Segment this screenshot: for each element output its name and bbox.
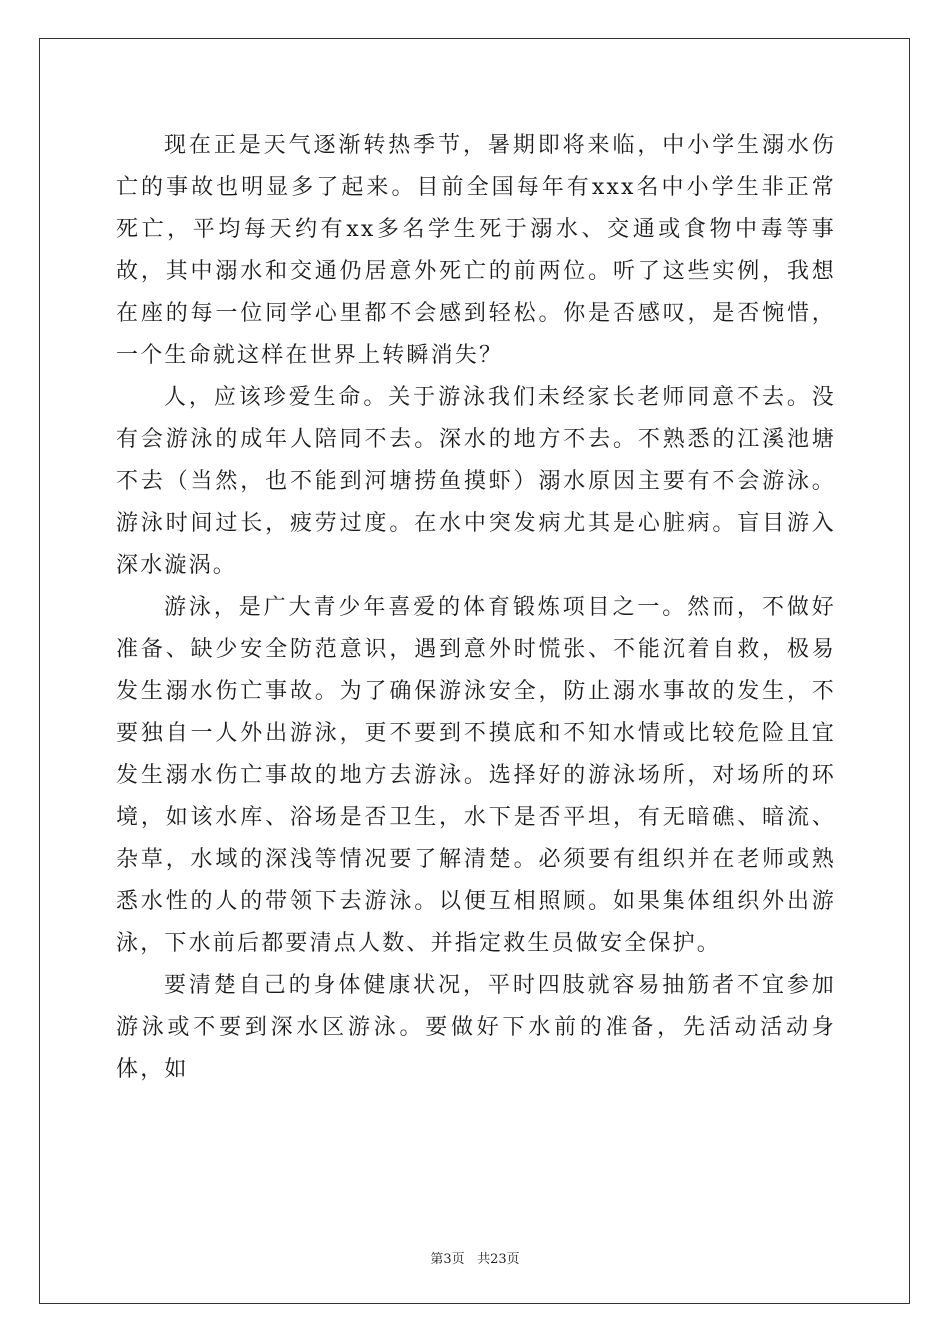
paragraph-1: 现在正是天气逐渐转热季节，暑期即将来临，中小学生溺水伤亡的事故也明显多了起来。目前全国每年有xxx名中小学生非正常死亡，平均每天约有xx多名学生死于溺水、交通或食物中毒等事故，其中溺水和交通仍居意外死亡的前两位。听了这些实例，我想在座的每一位同学心里都不会感到轻松。你是否感叹，是否惋惜，一个生命就这样在世界上转瞬消失？: [116, 133, 836, 368]
document-body: [116, 125, 836, 1091]
paragraph-3: 游泳，是广大青少年喜爱的体育锻炼项目之一。然而，不做好准备、缺少安全防范意识，遇到意外时慌张、不能沉着自救，极易发生溺水伤亡事故。为了确保游泳安全，防止溺水事故的发生，不要独自一人外出游泳，更不要到不摸底和不知水情或比较危险且宜发生溺水伤亡事故的地方去游泳。选择好的游泳场所，对场所的环境，如该水库、浴场是否卫生，水下是否平坦，有无暗礁、暗流、杂草，水域的深浅等情况要了解清楚。必须要有组织并在老师或熟悉水性的人的带领下去游泳。以便互相照顾。如果集体组织外出游泳，下水前后都要清点人数、并指定救生员做安全保护。: [116, 595, 836, 956]
page-number: 第3页: [430, 1252, 465, 1267]
paragraph-2: 人，应该珍爱生命。关于游泳我们未经家长老师同意不去。没有会游泳的成年人陪同不去。深水的地方不去。不熟悉的江溪池塘不去（当然，也不能到河塘捞鱼摸虾）溺水原因主要有不会游泳。游泳时间过长，疲劳过度。在水中突发病尤其是心脏病。盲目游入深水漩涡。: [116, 385, 836, 578]
page-footer: [0, 1248, 950, 1267]
paragraph-4: 要清楚自己的身体健康状况，平时四肢就容易抽筋者不宜参加游泳或不要到深水区游泳。要做好下水前的准备，先活动活动身体，如: [116, 973, 836, 1082]
page-total: 共23页: [477, 1252, 520, 1267]
